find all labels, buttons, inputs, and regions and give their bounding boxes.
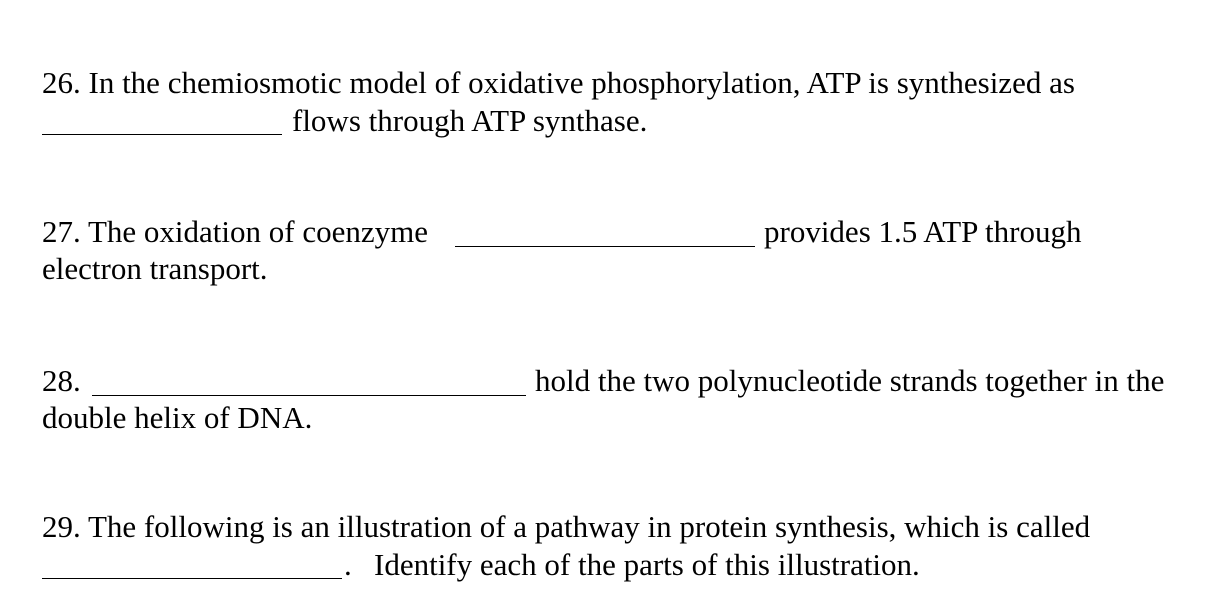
question-text: The oxidation of coenzyme <box>87 214 428 249</box>
question-text-continued: electron transport. <box>42 251 268 286</box>
question-number: 29. <box>42 509 81 544</box>
question-text-after-blank: hold the two polynucleotide strands together in the <box>535 363 1165 398</box>
question-number: 26. <box>42 65 81 100</box>
answer-blank[interactable] <box>42 578 342 579</box>
question-text-after-blank: provides 1.5 ATP through <box>764 214 1082 249</box>
question-text: In the chemiosmotic model of oxidative phosphorylation, ATP is synthesized as <box>88 65 1075 100</box>
question-text: The following is an illustration of a pathway in protein synthesis, which is called <box>87 509 1091 544</box>
answer-blank[interactable] <box>42 134 282 135</box>
question-text-continued: flows through ATP synthase. <box>292 103 648 138</box>
question-number: 27. <box>42 214 81 249</box>
question-number: 28. <box>42 363 81 398</box>
question-text-continued: Identify each of the parts of this illustration. <box>374 547 920 582</box>
answer-blank[interactable] <box>455 246 755 247</box>
question-text-continued: double helix of DNA. <box>42 400 313 435</box>
blank-punctuation: . <box>344 547 352 582</box>
answer-blank[interactable] <box>92 395 526 396</box>
